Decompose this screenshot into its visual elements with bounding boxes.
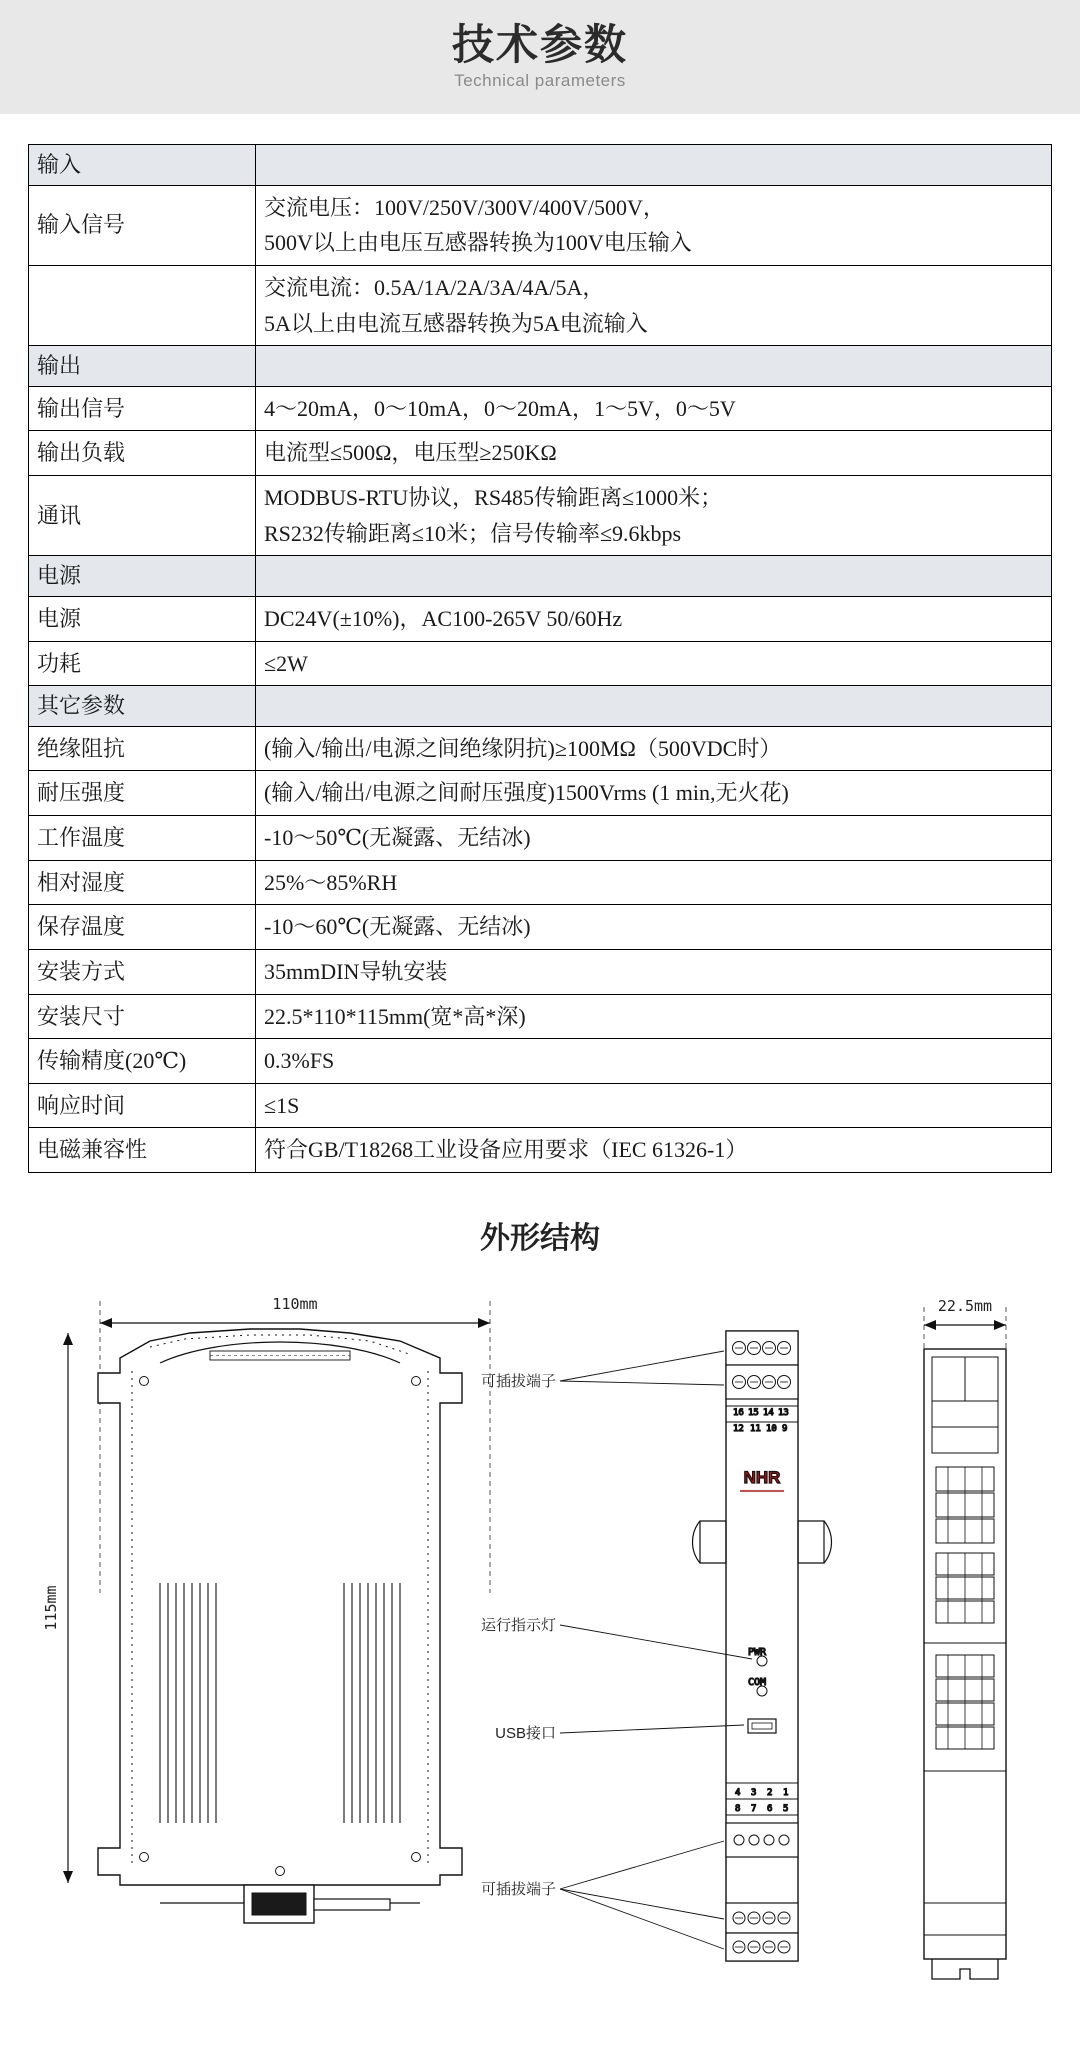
spec-table-row	[29, 265, 1052, 345]
spec-value-line: RS232传输距离≤10米；信号传输率≤9.6kbps	[264, 520, 682, 546]
spec-value-line: 符合GB/T18268工业设备应用要求（IEC 61326-1）	[264, 1137, 748, 1163]
terminal-number: 9	[782, 1424, 788, 1434]
spec-row-value	[256, 816, 1052, 861]
spec-table-row	[29, 726, 1052, 771]
spec-row-value	[256, 641, 1052, 686]
outline-drawing-svg	[0, 1263, 1080, 2063]
brand-logo-text: NHR	[743, 1468, 781, 1487]
spec-table-row	[29, 860, 1052, 905]
spec-table-row	[29, 596, 1052, 641]
spec-row-label: 保存温度	[29, 905, 256, 950]
dim-height-label: 115mm	[42, 1585, 60, 1631]
spec-row-label: 安装尺寸	[29, 994, 256, 1039]
terminal-number: 16	[733, 1408, 744, 1418]
spec-value-line: (输入/输出/电源之间绝缘阴抗)≥100MΩ（500VDC时）	[264, 735, 782, 761]
dim-depth-label: 22.5mm	[937, 1297, 993, 1315]
terminal-number: 7	[751, 1804, 757, 1814]
spec-row-value	[256, 596, 1052, 641]
spec-value-line: 交流电流：0.5A/1A/2A/3A/4A/5A，	[264, 274, 605, 300]
spec-row-label: 响应时间	[29, 1083, 256, 1128]
spec-row-value	[256, 346, 1052, 387]
spec-table-row	[29, 386, 1052, 431]
technical-parameters-table	[28, 144, 1052, 1173]
spec-row-value	[256, 994, 1052, 1039]
spec-table-row	[29, 994, 1052, 1039]
spec-value-line: 4～20mA，0～10mA，0～20mA，1～5V，0～5V	[264, 395, 736, 421]
spec-row-value	[256, 1083, 1052, 1128]
spec-row-label: 电源	[29, 556, 256, 597]
spec-row-label: 耐压强度	[29, 771, 256, 816]
spec-row-value	[256, 860, 1052, 905]
front-view	[63, 1301, 490, 1923]
spec-row-label: 工作温度	[29, 816, 256, 861]
page-title: 技术参数	[451, 20, 628, 68]
spec-row-label: 绝缘阻抗	[29, 726, 256, 771]
spec-value-line: -10～60℃(无凝露、无结冰)	[264, 914, 531, 940]
spec-row-value	[256, 556, 1052, 597]
callout-pluggable-terminal-bottom: 可插拔端子	[480, 1881, 556, 1898]
spec-value-line: DC24V(±10%)，AC100-265V 50/60Hz	[264, 605, 623, 631]
spec-row-value	[256, 905, 1052, 950]
spec-row-value	[256, 145, 1052, 186]
spec-row-label: 其它参数	[29, 686, 256, 727]
spec-value-line: 交流电压：100V/250V/300V/400V/500V，	[264, 194, 665, 220]
spec-value-line: ≤2W	[264, 650, 308, 676]
spec-table-row	[29, 1083, 1052, 1128]
spec-table-row	[29, 1039, 1052, 1084]
page-header	[0, 0, 1080, 114]
terminal-number: 5	[783, 1804, 789, 1814]
spec-row-label: 安装方式	[29, 949, 256, 994]
page-subtitle: Technical parameters	[454, 71, 626, 91]
spec-row-label: 输出信号	[29, 386, 256, 431]
terminal-number: 8	[735, 1804, 741, 1814]
spec-value-line: 35mmDIN导轨安装	[264, 958, 448, 984]
spec-section-row	[29, 556, 1052, 597]
spec-row-label: 输入	[29, 145, 256, 186]
terminal-number: 4	[735, 1788, 741, 1798]
spec-value-line: MODBUS-RTU协议，RS485传输距离≤1000米；	[264, 485, 723, 510]
spec-row-value	[256, 265, 1052, 345]
terminal-number: 14	[763, 1408, 774, 1418]
spec-row-value	[256, 476, 1052, 556]
callout-run-indicator: 运行指示灯	[480, 1617, 556, 1634]
terminal-number: 12	[733, 1424, 744, 1434]
spec-row-label	[29, 265, 256, 345]
spec-section-row	[29, 686, 1052, 727]
spec-row-value	[256, 386, 1052, 431]
terminal-number: 13	[778, 1408, 789, 1418]
spec-table-row	[29, 641, 1052, 686]
terminal-number: 3	[751, 1788, 757, 1798]
spec-value-line: 22.5*110*115mm(宽*高*深)	[264, 1003, 526, 1029]
spec-value-line: 25%～85%RH	[264, 869, 398, 895]
spec-table-row	[29, 949, 1052, 994]
spec-value-line: 0.3%FS	[264, 1048, 335, 1074]
spec-row-value	[256, 949, 1052, 994]
spec-row-value	[256, 771, 1052, 816]
spec-value-line: ≤1S	[264, 1092, 300, 1118]
spec-table-row	[29, 905, 1052, 950]
led-label-pwr: PWR	[748, 1647, 767, 1658]
spec-table-row	[29, 771, 1052, 816]
spec-row-label: 传输精度(20℃)	[29, 1039, 256, 1084]
spec-row-value	[256, 431, 1052, 476]
callout-group	[560, 1351, 752, 1949]
spec-row-value	[256, 1039, 1052, 1084]
depth-view	[924, 1307, 1006, 1979]
spec-row-label: 电磁兼容性	[29, 1128, 256, 1173]
spec-section-row	[29, 346, 1052, 387]
spec-value-line: -10～50℃(无凝露、无结冰)	[264, 825, 531, 850]
spec-table-row	[29, 816, 1052, 861]
spec-row-label: 输入信号	[29, 185, 256, 265]
spec-section-row	[29, 145, 1052, 186]
terminal-number: 2	[767, 1788, 773, 1798]
spec-row-label: 输出负载	[29, 431, 256, 476]
spec-table-row	[29, 1128, 1052, 1173]
spec-table-row	[29, 185, 1052, 265]
led-label-com: COM	[748, 1677, 767, 1688]
callout-usb-port: USB接口	[495, 1725, 556, 1742]
spec-row-label: 相对湿度	[29, 860, 256, 905]
spec-row-label: 通讯	[29, 476, 256, 556]
spec-row-value	[256, 686, 1052, 727]
terminal-number: 10	[766, 1424, 777, 1434]
spec-value-line: 电流型≤500Ω，电压型≥250KΩ	[264, 440, 557, 466]
spec-value-line: (输入/输出/电源之间耐压强度)1500Vrms (1 min,无火花)	[264, 780, 789, 806]
terminal-number: 1	[783, 1788, 789, 1798]
spec-value-line: 500V以上由电压互感器转换为100V电压输入	[264, 230, 692, 256]
spec-value-line: 5A以上由电流互感器转换为5A电流输入	[264, 310, 648, 336]
dim-width-label: 110mm	[272, 1295, 318, 1313]
terminal-number: 6	[767, 1804, 773, 1814]
spec-row-label: 电源	[29, 596, 256, 641]
callout-pluggable-terminal-top: 可插拔端子	[480, 1373, 556, 1390]
outline-section-title: 外形结构	[480, 1222, 600, 1255]
spec-table-wrapper	[28, 144, 1052, 1173]
spec-table-body	[29, 145, 1052, 1173]
spec-row-label: 输出	[29, 346, 256, 387]
spec-row-value	[256, 185, 1052, 265]
spec-row-label: 功耗	[29, 641, 256, 686]
terminal-number: 15	[748, 1408, 759, 1418]
spec-row-value	[256, 1128, 1052, 1173]
spec-row-value	[256, 726, 1052, 771]
spec-table-row	[29, 431, 1052, 476]
terminal-number: 11	[750, 1424, 761, 1434]
spec-table-row	[29, 476, 1052, 556]
side-view	[693, 1331, 832, 1961]
outline-drawing	[0, 1263, 1080, 2063]
